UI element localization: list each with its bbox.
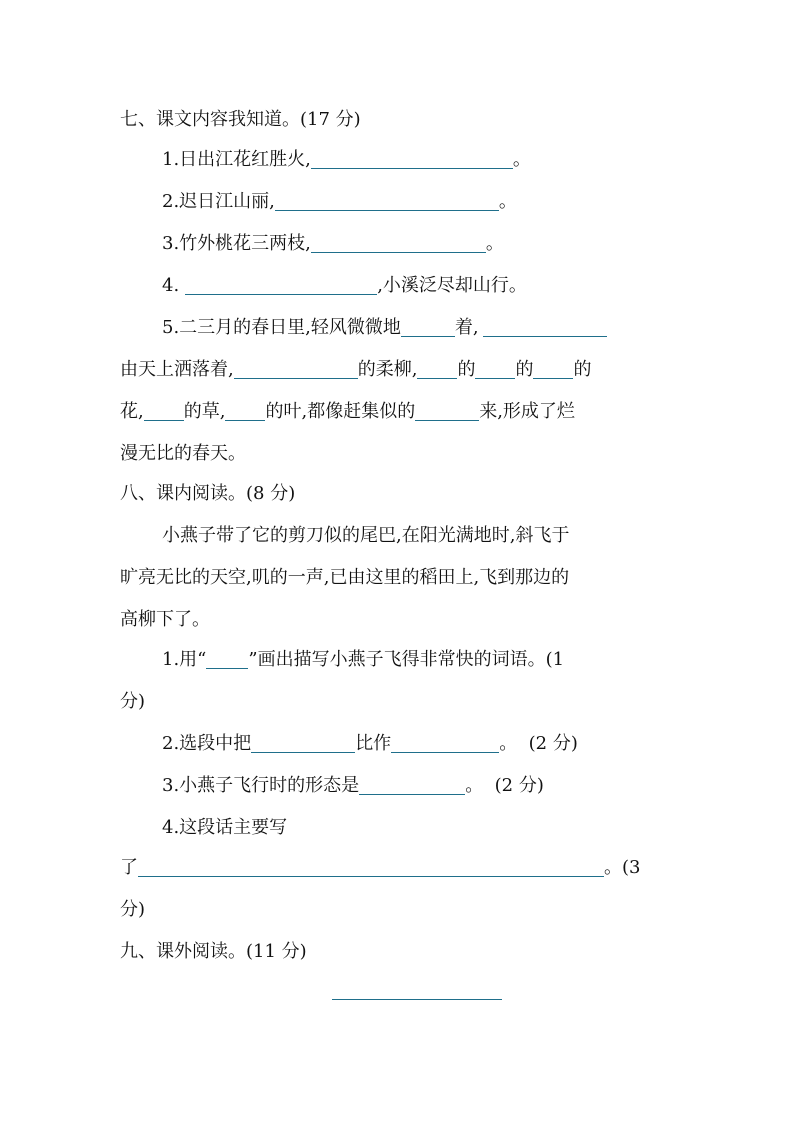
s8-q4-text-b: 了 [120,857,138,878]
s8-q3-blank[interactable] [359,774,465,795]
s7-question-5-line-3 [120,400,575,424]
s7-q5-blank-5[interactable] [475,358,515,379]
s7-q5-text-j: 的叶,都像赶集似的 [265,401,416,422]
s7-q5-text-l: 漫无比的春天。 [120,443,246,464]
s8-q2-text-b: 比作 [355,733,392,754]
s7-question-5-line-4 [120,442,246,466]
s7-question-1 [162,148,531,172]
s7-question-3 [162,232,504,256]
s7-q3-period: 。 [485,233,504,254]
s7-q2-text: 2.迟日江山丽, [162,191,275,212]
s7-q5-blank-6[interactable] [533,358,573,379]
s7-q5-text-d: 的柔柳, [357,359,418,380]
s7-q5-blank-2[interactable] [483,316,607,337]
s7-q4-blank[interactable] [185,274,377,295]
s7-q4-tail: ,小溪泛尽却山行。 [377,275,527,296]
s7-q5-blank-9[interactable] [415,400,479,421]
s8-q1-text-a: 1.用“ [162,649,207,670]
s7-q5-text-h: 花, [120,401,144,422]
s8-question-1 [162,648,564,672]
s7-q5-blank-7[interactable] [144,400,184,421]
s8-q4-blank[interactable] [138,856,604,877]
s7-q5-blank-4[interactable] [417,358,457,379]
s7-q1-blank[interactable] [311,148,513,169]
s8-passage-line-2 [120,566,569,590]
s8-q1-text-b: ”画出描写小燕子飞得非常快的词语。(1 [248,649,565,670]
s8-q4-text-a: 4.这段话主要写 [162,817,288,838]
s7-q3-text: 3.竹外桃花三两枝, [162,233,311,254]
s7-q5-text-k: 来,形成了烂 [479,401,575,422]
s8-q2-text-c: 。 (2 分) [499,733,578,754]
section-9-title-text: 九、课外阅读。(11 分) [120,941,307,962]
s7-q5-blank-8[interactable] [225,400,265,421]
s8-passage-line-3 [120,608,210,632]
s7-question-2 [162,190,517,214]
s7-q1-text: 1.日出江花红胜火, [162,149,311,170]
section-7-title-text: 七、课文内容我知道。(17 分) [120,109,361,130]
s8-q4-text-c: 。(3 [604,857,641,878]
s7-q2-period: 。 [498,191,517,212]
s7-q3-blank[interactable] [311,232,486,253]
s8-question-4-cont [120,898,145,922]
s8-question-2 [162,732,578,756]
s7-question-4 [162,274,527,298]
s7-q4-number: 4. [162,275,180,296]
section-8-title [120,482,295,506]
section-9-title [120,940,307,964]
s7-q5-text-i: 的草, [183,401,226,422]
s7-q2-blank[interactable] [275,190,499,211]
s7-q5-blank-3[interactable] [234,358,358,379]
s8-question-4 [162,816,287,840]
s8-passage-text-3: 高柳下了。 [120,609,210,630]
s8-q4-text-d: 分) [120,899,146,920]
s8-question-4-answer-line [120,856,640,880]
s7-question-5-line-1 [162,316,607,340]
s7-q5-text-e: 的 [457,359,476,380]
s7-q5-text-c: 由天上洒落着, [120,359,234,380]
s7-q1-period: 。 [512,149,531,170]
s8-q2-text-a: 2.选段中把 [162,733,252,754]
s7-q5-blank-1[interactable] [401,316,455,337]
footer-divider [332,999,502,1000]
s7-q5-text-a: 5.二三月的春日里,轻风微微地 [162,317,401,338]
s8-q2-blank-2[interactable] [391,732,499,753]
s7-q5-text-b: 着, [454,317,479,338]
s8-question-3 [162,774,544,798]
s7-q5-text-f: 的 [515,359,534,380]
s7-q5-text-g: 的 [573,359,592,380]
s8-q2-blank-1[interactable] [251,732,355,753]
s8-passage-text-2: 旷亮无比的天空,叽的一声,已由这里的稻田上,飞到那边的 [120,567,570,588]
s8-passage-line-1 [162,524,569,548]
s8-q3-text-b: 。 (2 分) [465,775,544,796]
s7-question-5-line-2 [120,358,591,382]
s8-q1-underline-sample [206,648,248,669]
s8-passage-text-1: 小燕子带了它的剪刀似的尾巴,在阳光满地时,斜飞于 [162,525,570,546]
s8-q1-text-c: 分) [120,691,146,712]
section-7-title [120,108,361,132]
section-8-title-text: 八、课内阅读。(8 分) [120,483,296,504]
s8-q3-text-a: 3.小燕子飞行时的形态是 [162,775,360,796]
s8-question-1-cont [120,690,145,714]
